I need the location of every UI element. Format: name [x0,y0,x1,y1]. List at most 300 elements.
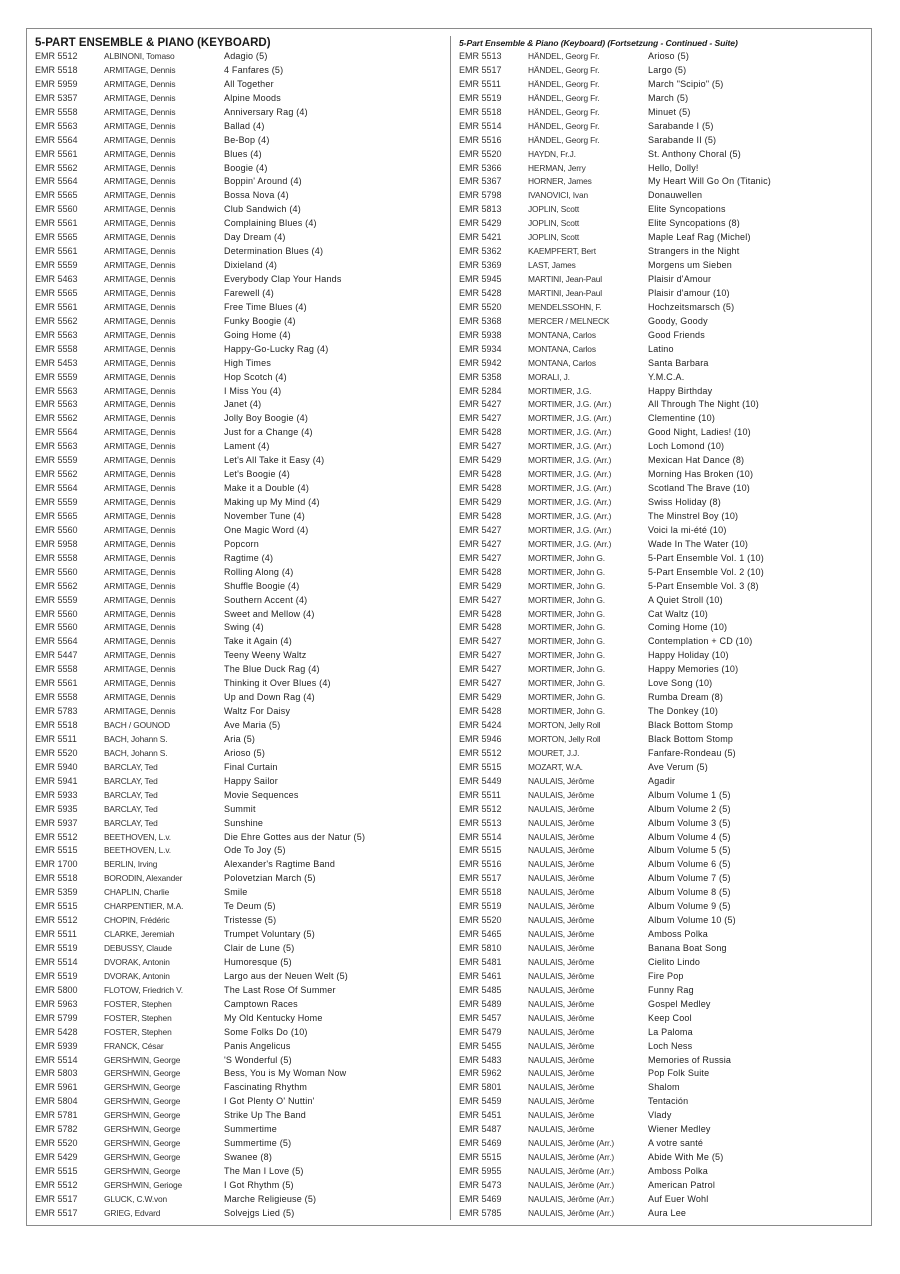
piece-title: Be-Bop (4) [224,134,270,145]
piece-title: Aria (5) [224,733,256,744]
piece-title: Farewell (4) [224,287,274,298]
catalog-row [35,78,445,92]
composer-name: JOPLIN, Scott [528,218,580,229]
catalog-code: EMR 5427 [459,636,502,647]
catalog-code: EMR 1700 [35,859,78,870]
catalog-code: EMR 5429 [459,497,502,507]
catalog-code: EMR 5564 [35,483,78,494]
piece-title: Dixieland (4) [224,260,278,271]
catalog-code: EMR 5562 [35,580,78,591]
catalog-code: EMR 5427 [459,678,502,689]
catalog-row [35,468,445,482]
composer-name: ARMITAGE, Dennis [104,301,176,312]
catalog-code: EMR 5562 [35,315,78,326]
piece-title: Panis Angelicus [224,1040,291,1051]
piece-title: Blues (4) [224,148,262,159]
piece-title: Sarabande I (5) [648,120,714,131]
catalog-code: EMR 5519 [459,92,502,103]
piece-title: The Donkey (10) [648,706,719,717]
catalog-code: EMR 5565 [35,510,78,521]
composer-name: DVORAK, Antonin [104,970,170,981]
piece-title: Album Volume 8 (5) [648,887,731,898]
catalog-code: EMR 5561 [35,148,78,159]
catalog-row [459,440,864,454]
composer-name: MORTIMER, John G. [528,622,605,633]
catalog-row [459,398,864,412]
composer-name: MERCER / MELNECK [528,315,610,326]
piece-title: My Heart Will Go On (Titanic) [648,176,771,187]
catalog-code: EMR 5511 [35,929,77,940]
catalog-code: EMR 5961 [35,1082,78,1093]
piece-title: Mexican Hat Dance (8) [648,455,745,466]
piece-title: Sweet and Mellow (4) [224,608,315,619]
piece-title: Final Curtain [224,761,278,772]
composer-name: NAULAIS, Jérôme [528,915,595,926]
catalog-code: EMR 5519 [459,901,502,912]
catalog-code: EMR 5427 [459,413,502,424]
catalog-row [35,649,445,663]
catalog-row [35,594,445,608]
catalog-code: EMR 5518 [35,873,78,884]
catalog-row [459,385,864,399]
catalog-row [459,134,864,148]
catalog-code: EMR 5565 [35,232,78,243]
catalog-row [35,914,445,928]
catalog-code: EMR 5813 [459,204,502,215]
composer-name: NAULAIS, Jérôme [528,1054,595,1065]
catalog-row [35,1137,445,1151]
catalog-code: EMR 5469 [459,1138,502,1149]
composer-name: BARCLAY, Ted [104,817,158,828]
catalog-code: EMR 5563 [35,399,78,410]
catalog-code: EMR 5946 [459,733,502,744]
piece-title: Album Volume 10 (5) [648,915,736,926]
catalog-code: EMR 5519 [35,943,78,953]
catalog-code: EMR 5455 [459,1040,502,1051]
catalog-row [35,231,445,245]
composer-name: MORTIMER, John G. [528,580,605,591]
composer-name: ARMITAGE, Dennis [104,357,176,368]
catalog-row [35,496,445,510]
catalog-row [459,1081,864,1095]
piece-title: Sarabande II (5) [648,134,717,145]
catalog-code: EMR 5810 [459,943,502,953]
catalog-row [35,1123,445,1137]
piece-title: Funky Boogie (4) [224,315,296,326]
catalog-code: EMR 5934 [459,343,502,354]
left-catalog-list [35,50,445,1221]
composer-name: HÄNDEL, Georg Fr. [528,92,600,103]
piece-title: One Magic Word (4) [224,524,309,535]
composer-name: NAULAIS, Jérôme [528,984,595,995]
catalog-code: EMR 5427 [459,552,502,563]
piece-title: Happy Holiday (10) [648,650,729,661]
piece-title: Rumba Dream (8) [648,692,724,703]
composer-name: MORTIMER, J.G. (Arr.) [528,524,612,535]
composer-name: NAULAIS, Jérôme [528,943,595,953]
catalog-row [459,872,864,886]
catalog-code: EMR 5962 [459,1068,502,1079]
composer-name: HÄNDEL, Georg Fr. [528,106,600,117]
composer-name: GERSHWIN, George [104,1152,181,1163]
catalog-code: EMR 5519 [35,970,78,981]
composer-name: ARMITAGE, Dennis [104,510,176,521]
composer-name: ARMITAGE, Dennis [104,538,176,549]
composer-name: NAULAIS, Jérôme [528,1026,595,1037]
piece-title: Elite Syncopations [648,204,726,215]
piece-title: Arioso (5) [648,51,690,61]
composer-name: ARMITAGE, Dennis [104,566,176,577]
catalog-code: EMR 5453 [35,357,78,368]
composer-name: ARMITAGE, Dennis [104,594,176,605]
catalog-row [35,677,445,691]
piece-title: Album Volume 4 (5) [648,831,731,842]
catalog-row [35,1109,445,1123]
composer-name: GERSHWIN, Gerioge [104,1179,182,1190]
catalog-code: EMR 5558 [35,552,78,563]
composer-name: NAULAIS, Jérôme [528,775,595,786]
catalog-row [35,329,445,343]
catalog-row [459,343,864,357]
catalog-code: EMR 5366 [459,162,502,173]
composer-name: JOPLIN, Scott [528,204,580,215]
catalog-row [35,858,445,872]
composer-name: BARCLAY, Ted [104,803,158,814]
catalog-row [459,621,864,635]
composer-name: FRANCK, César [104,1040,164,1051]
piece-title: Thinking it Over Blues (4) [224,678,331,689]
catalog-code: EMR 5520 [35,1138,78,1149]
catalog-row [35,343,445,357]
catalog-row [35,538,445,552]
catalog-code: EMR 5513 [459,51,502,61]
piece-title: Loch Ness [648,1040,693,1051]
catalog-code: EMR 5516 [459,134,502,145]
piece-title: La Paloma [648,1026,693,1037]
catalog-code: EMR 5564 [35,636,78,647]
catalog-code: EMR 5559 [35,260,78,271]
composer-name: DVORAK, Antonin [104,956,170,967]
piece-title: Voici la mi-été (10) [648,524,727,535]
composer-name: GERSHWIN, George [104,1124,181,1135]
composer-name: ARMITAGE, Dennis [104,608,176,619]
catalog-row [35,817,445,831]
piece-title: Vlady [648,1110,672,1121]
composer-name: ARMITAGE, Dennis [104,134,176,145]
composer-name: HÄNDEL, Georg Fr. [528,120,600,131]
catalog-row [35,1193,445,1207]
composer-name: NAULAIS, Jérôme (Arr.) [528,1166,615,1176]
piece-title: Let's All Take it Easy (4) [224,455,325,466]
catalog-code: EMR 5429 [459,218,502,229]
piece-title: Cielito Lindo [648,956,701,967]
composer-name: MORTIMER, J.G. (Arr.) [528,413,612,424]
catalog-code: EMR 5427 [459,399,502,410]
piece-title: Alpine Moods [224,92,281,103]
composer-name: GERSHWIN, George [104,1110,181,1121]
piece-title: Up and Down Rag (4) [224,692,315,703]
catalog-row [35,301,445,315]
catalog-code: EMR 5512 [35,1179,78,1190]
catalog-code: EMR 5517 [35,1193,78,1204]
piece-title: Ode To Joy (5) [224,845,286,856]
catalog-code: EMR 5518 [35,720,78,730]
catalog-row [35,705,445,719]
composer-name: HÄNDEL, Georg Fr. [528,78,600,89]
catalog-row [35,621,445,635]
catalog-row [459,705,864,719]
catalog-row [35,1040,445,1054]
composer-name: ARMITAGE, Dennis [104,650,176,661]
piece-title: Popcorn [224,538,259,549]
catalog-code: EMR 5469 [459,1193,502,1204]
catalog-row [35,189,445,203]
catalog-row [459,900,864,914]
composer-name: ARMITAGE, Dennis [104,120,176,131]
catalog-code: EMR 5428 [459,510,502,521]
piece-title: Happy-Go-Lucky Rag (4) [224,343,329,354]
catalog-code: EMR 5518 [35,64,78,75]
composer-name: BORODIN, Alexander [104,873,183,884]
catalog-code: EMR 5515 [35,845,78,856]
catalog-code: EMR 5449 [459,775,502,786]
catalog-code: EMR 5515 [459,1152,502,1163]
piece-title: Amboss Polka [648,1166,708,1176]
catalog-row [459,580,864,594]
catalog-code: EMR 5362 [459,246,502,257]
catalog-row [459,719,864,733]
catalog-row [459,64,864,78]
piece-title: Cat Waltz (10) [648,608,708,619]
catalog-row [459,789,864,803]
catalog-code: EMR 5565 [35,287,78,298]
composer-name: ARMITAGE, Dennis [104,636,176,647]
catalog-code: EMR 5561 [35,301,78,312]
piece-title: 4 Fanfares (5) [224,64,284,75]
catalog-code: EMR 5485 [459,984,502,995]
composer-name: FLOTOW, Friedrich V. [104,984,183,995]
piece-title: Bossa Nova (4) [224,190,289,201]
catalog-code: EMR 5800 [35,984,78,995]
composer-name: GLUCK, C.W.von [104,1193,168,1204]
piece-title: Latino [648,343,674,354]
catalog-row [35,245,445,259]
catalog-row [35,175,445,189]
composer-name: CHOPIN, Frédéric [104,915,170,926]
piece-title: Sunshine [224,817,264,828]
catalog-code: EMR 5369 [459,260,502,271]
catalog-code: EMR 5560 [35,622,78,633]
piece-title: Contemplation + CD (10) [648,636,753,647]
piece-title: Janet (4) [224,399,262,410]
catalog-row [35,1165,445,1179]
catalog-row [35,984,445,998]
piece-title: Strangers in the Night [648,246,740,257]
catalog-row [459,831,864,845]
catalog-row [35,803,445,817]
composer-name: NAULAIS, Jérôme (Arr.) [528,1152,615,1163]
catalog-row [459,775,864,789]
catalog-code: EMR 5942 [459,357,502,368]
composer-name: ARMITAGE, Dennis [104,176,176,187]
catalog-row [459,956,864,970]
catalog-row [35,371,445,385]
composer-name: ARMITAGE, Dennis [104,343,176,354]
catalog-code: EMR 5451 [459,1110,502,1121]
catalog-code: EMR 5564 [35,427,78,438]
piece-title: Just for a Change (4) [224,427,313,438]
catalog-code: EMR 5428 [459,427,502,438]
catalog-row [459,1151,864,1165]
piece-title: Loch Lomond (10) [648,441,725,452]
piece-title: Southern Accent (4) [224,594,308,605]
piece-title: Banana Boat Song [648,943,727,953]
composer-name: ARMITAGE, Dennis [104,246,176,257]
composer-name: GERSHWIN, George [104,1096,181,1107]
piece-title: Hochzeitsmarsch (5) [648,301,735,312]
catalog-row [459,1165,864,1179]
composer-name: MONTANA, Carlos [528,329,596,340]
catalog-row [459,148,864,162]
catalog-row [35,844,445,858]
catalog-row [459,454,864,468]
catalog-row [35,1012,445,1026]
piece-title: Movie Sequences [224,789,299,800]
catalog-code: EMR 5518 [459,106,502,117]
composer-name: NAULAIS, Jérôme [528,1082,595,1093]
composer-name: ARMITAGE, Dennis [104,162,176,173]
composer-name: MORTIMER, John G. [528,650,605,661]
composer-name: ARMITAGE, Dennis [104,455,176,466]
piece-title: Coming Home (10) [648,622,728,633]
composer-name: NAULAIS, Jérôme (Arr.) [528,1179,615,1190]
composer-name: ALBINONI, Tomaso [104,51,175,61]
composer-name: ARMITAGE, Dennis [104,274,176,284]
catalog-row [35,552,445,566]
composer-name: MOURET, J.J. [528,747,580,758]
catalog-code: EMR 5427 [459,524,502,535]
composer-name: HÄNDEL, Georg Fr. [528,51,600,61]
catalog-row [459,1207,864,1221]
piece-title: Donauwellen [648,190,703,201]
composer-name: ARMITAGE, Dennis [104,371,176,382]
piece-title: Rolling Along (4) [224,566,294,577]
piece-title: 5-Part Ensemble Vol. 3 (8) [648,580,759,591]
piece-title: Adagio (5) [224,51,268,61]
composer-name: NAULAIS, Jérôme [528,859,595,870]
composer-name: ARMITAGE, Dennis [104,678,176,689]
catalog-code: EMR 5520 [459,148,502,159]
piece-title: Shalom [648,1082,680,1093]
piece-title: Aura Lee [648,1207,687,1218]
catalog-code: EMR 5512 [35,915,78,926]
catalog-row [35,1179,445,1193]
catalog-row [35,412,445,426]
piece-title: Strike Up The Band [224,1110,306,1121]
piece-title: Abide With Me (5) [648,1152,724,1163]
composer-name: NAULAIS, Jérôme (Arr.) [528,1138,615,1149]
catalog-row [459,566,864,580]
catalog-row [459,635,864,649]
catalog-code: EMR 5428 [459,483,502,494]
catalog-code: EMR 5429 [459,455,502,466]
catalog-row [35,789,445,803]
catalog-code: EMR 5457 [459,1012,502,1023]
piece-title: Jolly Boy Boogie (4) [224,413,309,424]
catalog-row [459,1040,864,1054]
piece-title: Marche Religieuse (5) [224,1193,317,1204]
catalog-row [459,412,864,426]
piece-title: Plaisir d'amour (10) [648,287,730,298]
catalog-row [459,761,864,775]
catalog-code: EMR 5427 [459,538,502,549]
catalog-row [35,106,445,120]
catalog-row [35,998,445,1012]
piece-title: Trumpet Voluntary (5) [224,929,315,940]
catalog-row [459,803,864,817]
piece-title: Humoresque (5) [224,956,292,967]
catalog-row [35,1067,445,1081]
piece-title: Waltz For Daisy [224,706,291,717]
composer-name: MORTIMER, J.G. (Arr.) [528,441,612,452]
composer-name: ARMITAGE, Dennis [104,706,176,717]
piece-title: March "Scipio" (5) [648,78,724,89]
piece-title: Album Volume 5 (5) [648,845,731,856]
composer-name: BEETHOVEN, L.v. [104,831,171,842]
composer-name: ARMITAGE, Dennis [104,315,176,326]
composer-name: NAULAIS, Jérôme [528,1012,595,1023]
catalog-row [459,287,864,301]
piece-title: Morgens um Sieben [648,260,732,271]
piece-title: Teeny Weeny Waltz [224,650,307,661]
composer-name: ARMITAGE, Dennis [104,552,176,563]
catalog-row [35,64,445,78]
composer-name: MOZART, W.A. [528,761,583,772]
composer-name: MORTON, Jelly Roll [528,720,601,730]
piece-title: Wade In The Water (10) [648,538,749,549]
catalog-code: EMR 5428 [459,287,502,298]
piece-title: Tentación [648,1096,689,1107]
catalog-code: EMR 5781 [35,1110,78,1121]
piece-title: Shuffle Boogie (4) [224,580,300,591]
piece-title: Santa Barbara [648,357,709,368]
composer-name: NAULAIS, Jérôme (Arr.) [528,1207,615,1218]
catalog-row [35,92,445,106]
catalog-code: EMR 5798 [459,190,502,201]
piece-title: The Blue Duck Rag (4) [224,664,320,675]
composer-name: MARTINI, Jean-Paul [528,287,602,298]
piece-title: The Last Rose Of Summer [224,984,336,995]
catalog-row [459,844,864,858]
catalog-code: EMR 5514 [35,1054,78,1065]
piece-title: Love Song (10) [648,678,713,689]
composer-name: MORTIMER, J.G. (Arr.) [528,510,612,521]
catalog-code: EMR 5514 [459,831,502,842]
composer-name: ARMITAGE, Dennis [104,385,176,396]
composer-name: ARMITAGE, Dennis [104,399,176,410]
piece-title: Hop Scotch (4) [224,371,287,382]
composer-name: ARMITAGE, Dennis [104,692,176,703]
catalog-row [35,315,445,329]
composer-name: ARMITAGE, Dennis [104,469,176,480]
piece-title: Gospel Medley [648,998,711,1009]
piece-title: Happy Sailor [224,775,278,786]
catalog-code: EMR 5481 [459,956,502,967]
composer-name: NAULAIS, Jérôme [528,1110,595,1121]
catalog-row [35,1026,445,1040]
catalog-row [459,357,864,371]
composer-name: HÄNDEL, Georg Fr. [528,64,600,75]
